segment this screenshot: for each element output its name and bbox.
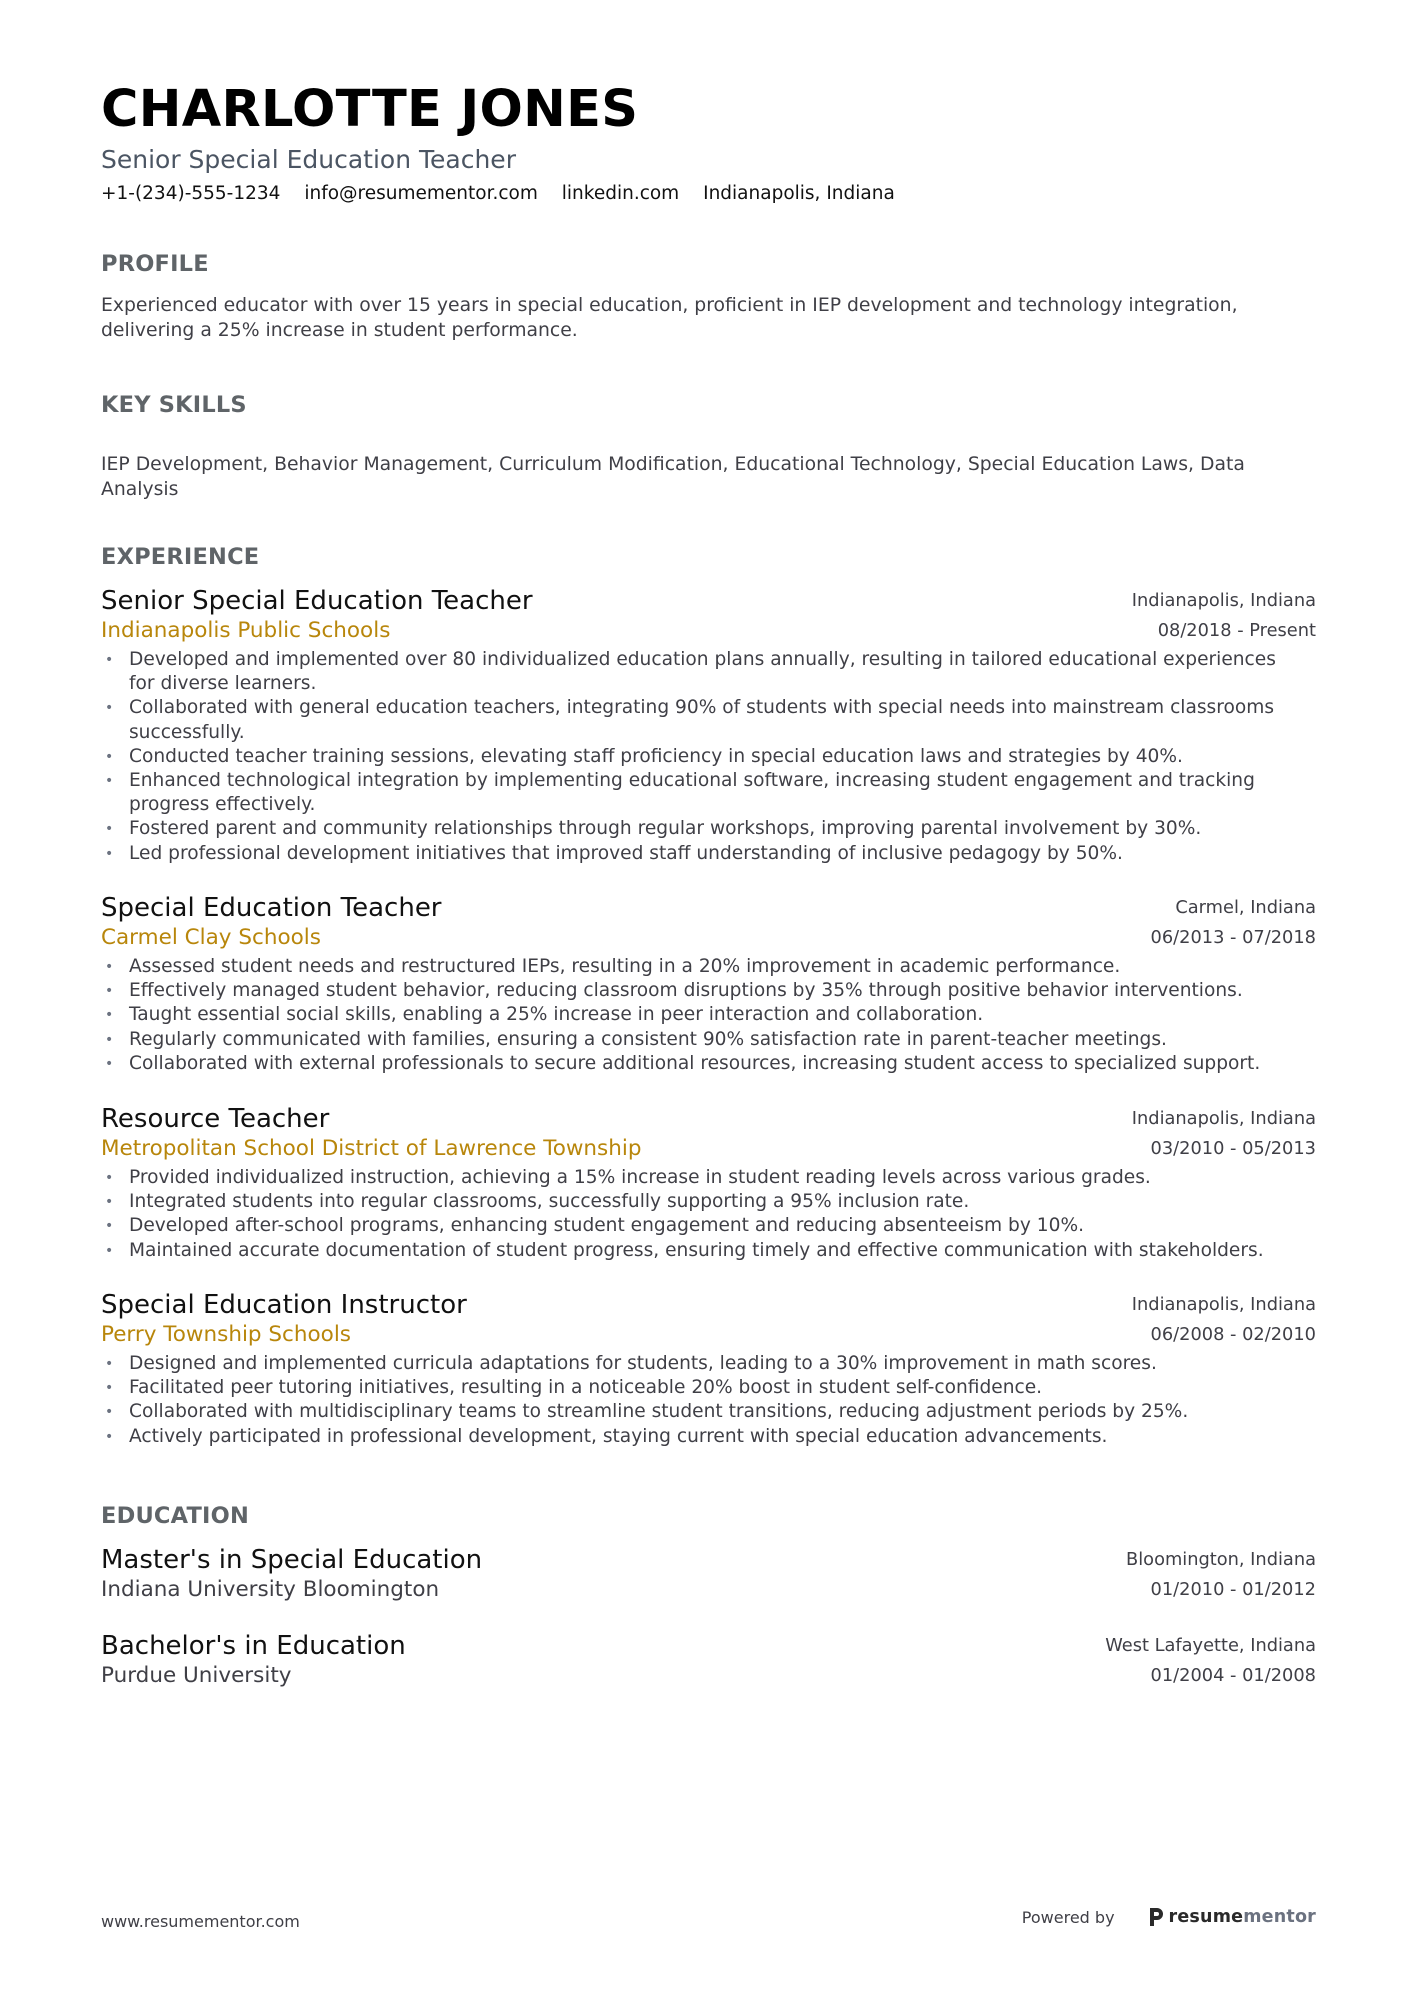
job-bullet: • Maintained accurate documentation of student progress, ensuring timely and effective communication with stakeholders. (105, 1239, 1264, 1261)
education-entry (101, 1545, 1316, 1605)
job-dates: 06/2008 - 02/2010 (1150, 1324, 1316, 1345)
resumementor-logo-icon (1147, 1906, 1165, 1928)
education-degree: Master's in Special Education (101, 1545, 483, 1575)
profile-heading: PROFILE (101, 251, 209, 277)
candidate-name: CHARLOTTE JONES (101, 80, 639, 139)
education-heading: EDUCATION (101, 1503, 249, 1529)
job-organization: Perry Township Schools (101, 1322, 351, 1347)
skills-text: IEP Development, Behavior Management, Curriculum Modification, Educational Technology, Special Education Laws, Data Analysis (101, 454, 1245, 500)
job-bullets (101, 1166, 1316, 1263)
profile-text: Experienced educator with over 15 years in special education, proficient in IEP development and technology integration, delivering a 25% increase in student performance. (101, 295, 1238, 341)
job-organization: Metropolitan School District of Lawrence Township (101, 1136, 642, 1161)
job-bullet: • Collaborated with multidisciplinary teams to streamline student transitions, reducing adjustment periods by 25%. (105, 1401, 1189, 1423)
job-entry (101, 893, 1316, 1076)
candidate-title: Senior Special Education Teacher (101, 145, 516, 174)
skills-heading: KEY SKILLS (101, 392, 247, 418)
job-role: Special Education Instructor (101, 1290, 467, 1320)
job-location: Indianapolis, Indiana (1131, 590, 1316, 611)
job-bullets (101, 1352, 1316, 1449)
job-dates: 06/2013 - 07/2018 (1150, 927, 1316, 948)
job-entry (101, 586, 1316, 866)
job-bullet: • Assessed student needs and restructured IEPs, resulting in a 20% improvement in academic performance. (105, 956, 1121, 977)
job-bullet: • Integrated students into regular classrooms, successfully supporting a 95% inclusion rate. (105, 1191, 970, 1213)
job-location: Indianapolis, Indiana (1131, 1294, 1316, 1315)
education-degree: Bachelor's in Education (101, 1631, 406, 1661)
job-organization: Carmel Clay Schools (101, 925, 321, 950)
education-location: West Lafayette, Indiana (1105, 1635, 1316, 1656)
job-bullet: • Facilitated peer tutoring initiatives, resulting in a noticeable 20% boost in student self-confidence. (105, 1377, 1043, 1399)
job-entry (101, 1104, 1316, 1263)
job-bullets (101, 955, 1316, 1076)
powered-by-label: Powered by (1021, 1907, 1115, 1927)
job-role: Special Education Teacher (101, 893, 442, 923)
job-bullet: • Developed and implemented over 80 individualized education plans annually, resulting in tailored educational experiences for diverse learners. (105, 649, 1276, 695)
footer-branding (1022, 1906, 1316, 1928)
education-dates: 01/2010 - 01/2012 (1150, 1579, 1316, 1600)
contact-phone: +1-(234)-555-1234 (101, 183, 281, 204)
job-bullet: • Effectively managed student behavior, reducing classroom disruptions by 35% through positive behavior interventions. (105, 980, 1243, 1002)
job-role: Resource Teacher (101, 1104, 330, 1134)
job-bullet: • Fostered parent and community relationships through regular workshops, improving parental involvement by 30%. (105, 818, 1202, 840)
job-bullet: • Taught essential social skills, enabling a 25% increase in peer interaction and collaboration. (105, 1004, 984, 1026)
job-entry (101, 1290, 1316, 1449)
job-bullets (101, 648, 1316, 866)
education-school: Purdue University (101, 1663, 292, 1688)
job-organization: Indianapolis Public Schools (101, 618, 391, 643)
brand-name-part1: resume (1168, 1907, 1244, 1927)
job-location: Indianapolis, Indiana (1131, 1108, 1316, 1129)
job-bullet: • Conducted teacher training sessions, elevating staff proficiency in special education laws and strategies by 40%. (105, 745, 1183, 767)
job-dates: 03/2010 - 05/2013 (1150, 1138, 1316, 1159)
job-bullet: • Collaborated with external professionals to secure additional resources, increasing student access to specialized support. (105, 1052, 1261, 1074)
education-school: Indiana University Bloomington (101, 1577, 440, 1602)
job-bullet: • Developed after-school programs, enhancing student engagement and reducing absenteeism by 10%. (105, 1215, 1085, 1237)
job-bullet: • Enhanced technological integration by implementing educational software, increasing student engagement and tracking progress effectively. (105, 770, 1255, 816)
job-bullet: • Designed and implemented curricula adaptations for students, leading to a 30% improvement in math scores. (105, 1353, 1157, 1374)
education-dates: 01/2004 - 01/2008 (1150, 1665, 1316, 1686)
job-bullet: • Actively participated in professional development, staying current with special education advancements. (105, 1425, 1108, 1447)
job-dates: 08/2018 - Present (1157, 620, 1316, 641)
education-location: Bloomington, Indiana (1126, 1549, 1316, 1570)
experience-heading: EXPERIENCE (101, 544, 260, 570)
education-entry (101, 1631, 1316, 1691)
job-role: Senior Special Education Teacher (101, 586, 533, 616)
brand-name-part2: mentor (1243, 1907, 1316, 1927)
job-bullet: • Regularly communicated with families, ensuring a consistent 90% satisfaction rate in parent-teacher meetings. (105, 1028, 1167, 1050)
brand-logo[interactable] (1147, 1906, 1316, 1928)
contact-email[interactable]: info@resumementor.com (304, 183, 538, 204)
job-bullet: • Led professional development initiatives that improved staff understanding of inclusive pedagogy by 50%. (105, 842, 1123, 864)
footer-website-link[interactable]: www.resumementor.com (101, 1912, 300, 1931)
contact-linkedin[interactable]: linkedin.com (561, 183, 680, 204)
job-location: Carmel, Indiana (1175, 897, 1316, 918)
contact-location: Indianapolis, Indiana (703, 183, 895, 204)
contact-line (101, 183, 913, 204)
job-bullet: • Collaborated with general education teachers, integrating 90% of students with special needs into mainstream classrooms successfully. (105, 697, 1275, 743)
job-bullet: • Provided individualized instruction, achieving a 15% increase in student reading levels across various grades. (105, 1167, 1151, 1188)
